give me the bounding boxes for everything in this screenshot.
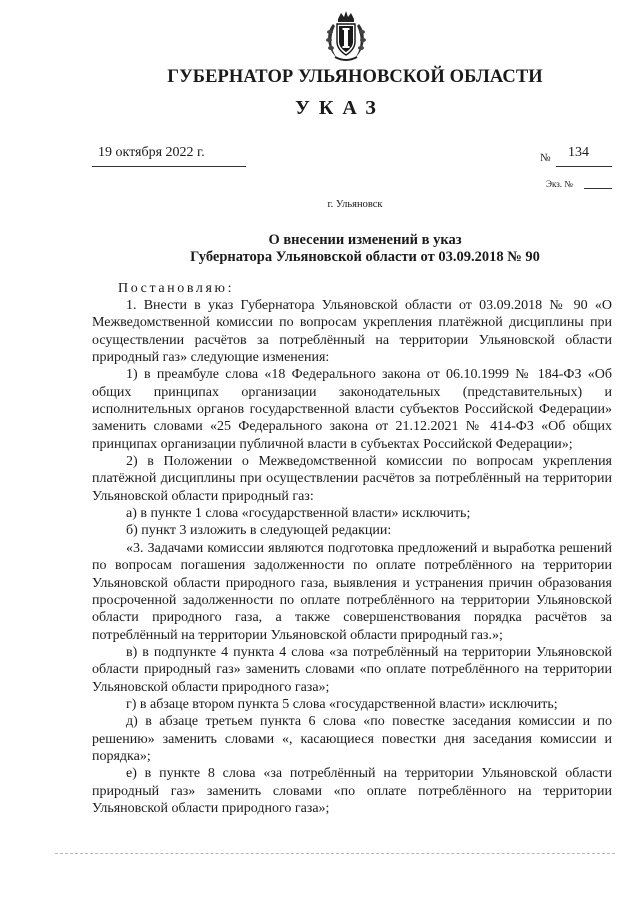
- document-subject: [0, 232, 640, 266]
- issue-city: г. Ульяновск: [327, 199, 383, 210]
- document-date: 19 октября 2022 г.: [98, 145, 205, 160]
- date-underline: [92, 166, 246, 167]
- paragraph: в) в подпункте 4 пункта 4 слова «за потреблённый на территории Ульяновской области природный газ» заменить словами «по оплате потреблённого на территории Ульяновской области природного газа»;: [92, 644, 612, 695]
- coat-of-arms-icon: [323, 10, 369, 64]
- copy-number-label: Экз. №: [546, 179, 573, 189]
- paragraph: б) пункт 3 изложить в следующей редакции:: [126, 523, 392, 539]
- paragraph: е) в пункте 8 слова «за потреблённый на территории Ульяновской области природный газ» заменить словами «по оплате потреблённого на территории Ульяновской области природного газа»;: [92, 766, 612, 816]
- copy-number-underline: [584, 188, 612, 189]
- paragraph: 1) в преамбуле слова «18 Федерального закона от 06.10.1999 № 184-ФЗ «Об общих принципах организации законодательных (представительных) и исполнительных органов государственной власти субъектов Российской Федерации» заменить словами «25 Федерального закона от 21.12.2021 № 414-ФЗ «Об общих принципах организации публичной власти в субъектах Российской Федерации»;: [92, 367, 612, 452]
- resolution-word: Постановляю:: [118, 281, 235, 296]
- paragraph: г) в абзаце втором пункта 5 слова «государственной власти» исключить;: [126, 696, 558, 712]
- document-number: 134: [568, 145, 589, 160]
- paragraph: «3. Задачами комиссии являются подготовка предложений и выработка решений по вопросам погашения задолженности по оплате потреблённого на территории Ульяновской области природного газа, выявления и устранения причин образования просроченной задолженности по оплате потреблённого на территории Ульяновской области природного газа, а также совершенствования порядка расчётов за потреблённый на территории Ульяновской области природный газ.»;: [92, 540, 612, 643]
- document-body: [92, 297, 612, 817]
- paragraph: д) в абзаце третьем пункта 6 слова «по повестке заседания комиссии и по решению» заменить словами «, касающиеся повестки дня заседания комиссии и порядка»;: [92, 714, 612, 764]
- paragraph: 2) в Положении о Межведомственной комиссии по вопросам укрепления платёжной дисциплины при осуществлении расчётов за потреблённый на территории Ульяновской области природный газ:: [92, 454, 612, 504]
- page-cut-line: [55, 853, 615, 860]
- document-type: УКАЗ: [295, 97, 385, 119]
- subject-line-2: Губернатора Ульяновской области от 03.09.2018 № 90: [190, 249, 540, 265]
- number-underline: [556, 166, 612, 167]
- subject-line-1: О внесении изменений в указ: [268, 232, 462, 248]
- issuer-title: ГУБЕРНАТОР УЛЬЯНОВСКОЙ ОБЛАСТИ: [167, 67, 543, 87]
- number-label: №: [540, 152, 551, 164]
- paragraph: а) в пункте 1 слова «государственной власти» исключить;: [126, 506, 471, 522]
- paragraph: 1. Внести в указ Губернатора Ульяновской области от 03.09.2018 № 90 «О Межведомственной комиссии по вопросам укрепления платёжной дисциплины при осуществлении расчётов за потреблённый на территории Ульяновской области природный газ» следующие изменения:: [92, 298, 612, 366]
